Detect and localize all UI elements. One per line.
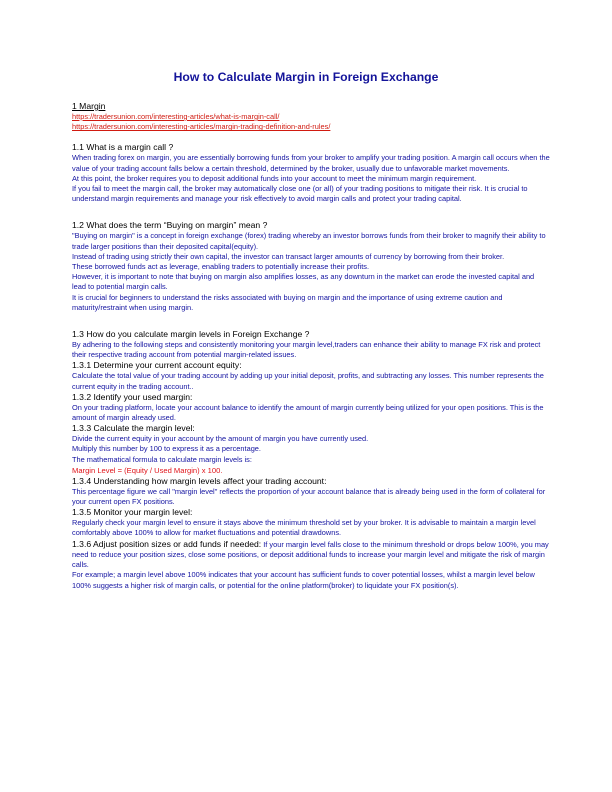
subsection-1-3-1-heading: 1.3.1 Determine your current account equity: xyxy=(72,360,242,371)
margin-trading-link[interactable]: https://tradersunion.com/interesting-articles/margin-trading-definition-and-rules/ xyxy=(72,122,331,132)
paragraph: When trading forex on margin, you are essentially borrowing funds from your broker to amplify your trading position. A margin call occurs when the value of your trading account falls below a certain threshold, determined by the broker, usually due to unfavorable market movements. xyxy=(72,153,550,173)
paragraph: Calculate the total value of your trading account by adding up your initial deposit, profits, and subtracting any losses. This number represents the current equity in the trading account.. xyxy=(72,371,544,391)
subsection-1-3-6-text: If your margin level falls close to the minimum threshold or drops below 100%, you may need to reduce your position sizes, close some positions, or deposit additional funds to increase your margin level and mitigate the risk of margin calls. xyxy=(72,539,549,570)
paragraph: Instead of trading using strictly their own capital, the investor can transact larger amounts of currency by borrowing from their broker. xyxy=(72,251,505,261)
document-title: How to Calculate Margin in Foreign Exchange xyxy=(173,70,439,84)
paragraph: "Buying on margin" is a concept in foreign exchange (forex) trading whereby an investor borrows funds from their broker to magnify their ability to trade larger positions than their deposited capital(equity). xyxy=(72,231,546,251)
paragraph: If you fail to meet the margin call, the broker may automatically close one (or all) of your trading positions to mitigate their risk. It is crucial to understand margin requirements and manage your risk effectively to avoid margin calls and protect your trading capital. xyxy=(72,184,528,204)
subsection-1-3-5-heading: 1.3.5 Monitor your margin level: xyxy=(72,507,193,518)
section-1-2-heading: 1.2 What does the term “Buying on margin” mean ? xyxy=(72,220,268,231)
paragraph: Divide the current equity in your account by the amount of margin you have currently used. xyxy=(72,434,369,444)
document-body xyxy=(72,101,550,591)
paragraph xyxy=(72,539,550,571)
subsection-1-3-3-heading: 1.3.3 Calculate the margin level: xyxy=(72,423,195,434)
section-1-heading: 1 Margin xyxy=(72,101,106,111)
margin-call-link[interactable]: https://tradersunion.com/interesting-articles/what-is-margin-call/ xyxy=(72,112,280,121)
paragraph: It is crucial for beginners to understand the risks associated with buying on margin and the importance of using extreme caution and maturity/restraint when using margin. xyxy=(72,292,503,312)
paragraph: These borrowed funds act as leverage, enabling traders to potentially increase their profits. xyxy=(72,262,370,272)
paragraph: This percentage figure we call "margin level" reflects the proportion of your account balance that is already being used in the form of collateral for your current open FX positions. xyxy=(72,486,546,507)
paragraph: Multiply this number by 100 to express it as a percentage. xyxy=(72,444,261,454)
paragraph: For example; a margin level above 100% indicates that your account has sufficient funds to cover potential losses, whilst a margin level below 100% suggests a higher risk of margin calls, or potential for the online platform(broker) to liquidate your FX position(s). xyxy=(72,570,535,590)
section-1-3-heading: 1.3 How do you calculate margin levels in Foreign Exchange ? xyxy=(72,329,310,340)
paragraph: By adhering to the following steps and consistently monitoring your margin level,traders can enhance their ability to manage FX risk and protect their respective trading account from potential margin-related issues. xyxy=(72,340,541,360)
paragraph: The mathematical formula to calculate margin levels is: xyxy=(72,454,252,464)
subsection-1-3-6-heading: 1.3.6 Adjust position sizes or add funds if needed: xyxy=(72,538,262,549)
margin-level-formula: Margin Level = (Equity / Used Margin) x 100. xyxy=(72,465,223,475)
section-1-1-heading: 1.1 What is a margin call ? xyxy=(72,142,174,153)
paragraph: On your trading platform, locate your account balance to identify the amount of margin currently being utilized for your open positions. This is the amount of margin already used. xyxy=(72,402,544,423)
paragraph: Regularly check your margin level to ensure it stays above the minimum threshold set by your broker. It is advisable to maintain a margin level comfortably above 100% to allow for market fluctuations and potential drawdowns. xyxy=(72,518,536,538)
paragraph: At this point, the broker requires you to deposit additional funds into your account to meet the minimum margin requirement. xyxy=(72,173,477,183)
paragraph: However, it is important to note that buying on margin also amplifies losses, as any downturn in the market can erode the invested capital and lead to potential margin calls. xyxy=(72,272,535,292)
subsection-1-3-4-heading: 1.3.4 Understanding how margin levels affect your trading account: xyxy=(72,475,327,486)
subsection-1-3-2-heading: 1.3.2 Identify your used margin: xyxy=(72,391,193,402)
